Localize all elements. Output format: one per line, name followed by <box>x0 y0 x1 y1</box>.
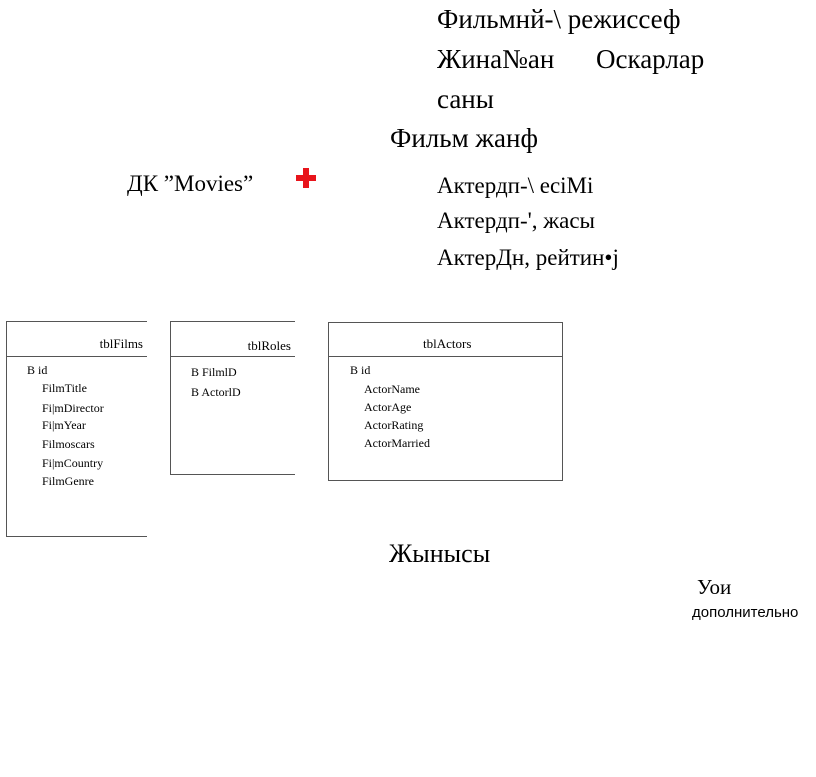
table-roles-header <box>171 322 295 357</box>
text-oscars: Оскарлар <box>596 44 705 74</box>
text-count: саны <box>437 84 494 114</box>
field-actors-id: B id <box>350 363 371 377</box>
field-film-genre: FilmGenre <box>42 474 94 488</box>
field-film-oscars: Filmoscars <box>42 437 95 451</box>
text-won: Жина№ан <box>437 44 555 74</box>
text-actor-name: Актердп-\ ecіMi <box>437 173 594 198</box>
table-films <box>6 321 147 537</box>
table-roles <box>170 321 295 475</box>
field-actor-name: ActorName <box>364 382 420 396</box>
field-role-actor-id: B ActorlD <box>191 385 241 399</box>
table-roles-title: tblRoles <box>247 338 291 353</box>
field-film-year: Fi|mYear <box>42 418 86 432</box>
table-films-title: tblFilms <box>99 336 143 351</box>
plus-icon <box>296 168 316 188</box>
field-film-country: Fi|mCountry <box>42 456 104 470</box>
field-actor-rating: ActorRating <box>364 418 424 432</box>
table-films-header <box>7 322 147 357</box>
text-additional: дополнительно <box>692 604 799 621</box>
field-films-id: B id <box>27 363 48 377</box>
field-actor-married: ActorMarried <box>364 436 430 450</box>
field-film-title: FilmTitle <box>42 381 87 395</box>
table-actors-title: tblActors <box>423 336 472 351</box>
text-film-genre: Фильм жанф <box>390 123 538 153</box>
text-gender: Жынысы <box>389 539 491 568</box>
text-actor-age: Актердп-', жасы <box>437 208 596 233</box>
text-film-director: Фильмнй-\ режиссеф <box>437 4 681 34</box>
table-actors <box>328 322 563 481</box>
field-actor-age: ActorAge <box>364 400 412 414</box>
text-yoi: Уои <box>697 575 732 599</box>
table-actors-header <box>329 323 562 357</box>
database-label: ДК ”Movies” <box>127 171 254 196</box>
field-film-director: Fi|mDirector <box>42 401 104 415</box>
field-role-film-id: B FilmlD <box>191 365 237 379</box>
text-actor-rating: АктерДн, рейтин•j <box>437 245 619 270</box>
